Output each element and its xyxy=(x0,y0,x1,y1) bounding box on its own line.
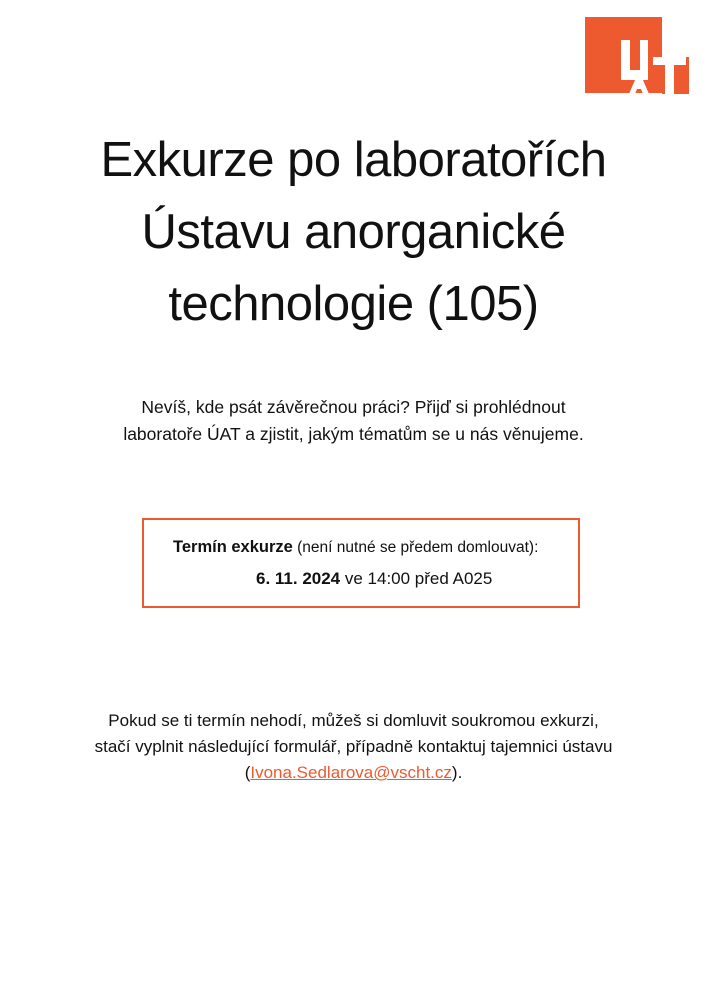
title-line: Exkurze po laboratořích xyxy=(100,133,607,187)
title-line: Ústavu anorganické xyxy=(141,205,566,259)
term-label-bold: Termín exkurze xyxy=(173,538,293,556)
intro-paragraph xyxy=(0,394,707,448)
title-line: technologie (105) xyxy=(168,277,539,331)
term-date: 6. 11. 2024 xyxy=(256,569,341,588)
excursion-term-box xyxy=(142,518,580,608)
uat-logo-icon xyxy=(585,17,689,95)
contact-line: stačí vyplnit následující formulář, případně kontaktuj tajemnici ústavu xyxy=(94,737,613,756)
intro-line: laboratoře ÚAT a zjistit, jakým tématům se u nás věnujeme. xyxy=(123,424,584,444)
term-label-note: (není nutné se předem domlouvat): xyxy=(292,539,539,556)
term-time-place: ve 14:00 před A025 xyxy=(340,569,493,588)
email-link[interactable]: Ivona.Sedlarova@vscht.cz xyxy=(250,763,452,782)
term-label xyxy=(173,538,538,557)
contact-email-line xyxy=(0,760,707,786)
page-title xyxy=(0,124,707,340)
term-datetime xyxy=(256,569,492,589)
close-paren: ). xyxy=(451,763,463,782)
contact-line: Pokud se ti termín nehodí, můžeš si domluvit soukromou exkurzi, xyxy=(108,711,599,730)
intro-line: Nevíš, kde psát závěrečnou práci? Přijď si prohlédnout xyxy=(141,397,566,417)
contact-paragraph xyxy=(0,708,707,786)
open-paren: ( xyxy=(244,763,251,782)
uat-logo xyxy=(585,17,689,95)
